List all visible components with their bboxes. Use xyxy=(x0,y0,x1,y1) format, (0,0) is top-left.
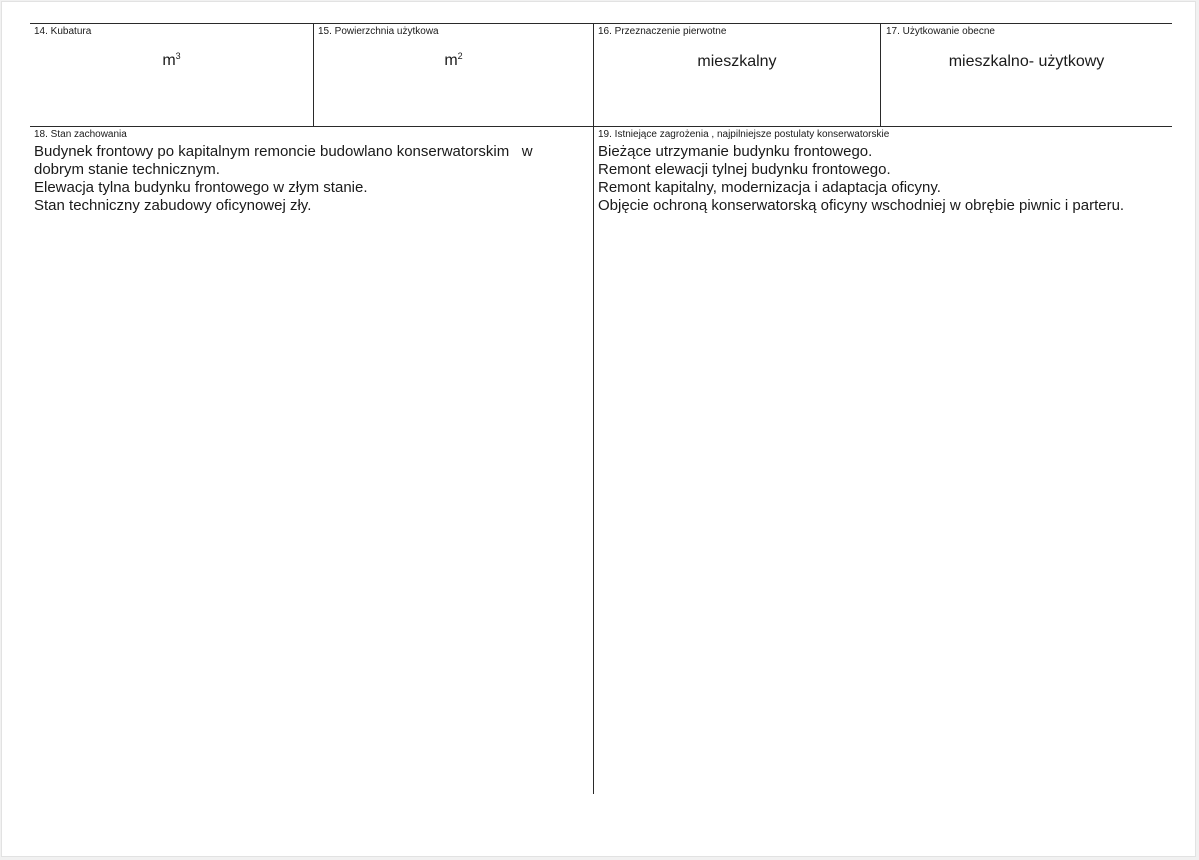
field-label-uzytkowanie: 17. Użytkowanie obecne xyxy=(886,26,995,37)
zagrozenia-line: Remont elewacji tylnej budynku frontowego. xyxy=(598,161,891,178)
stan-text xyxy=(34,143,533,215)
column-divider-2 xyxy=(593,23,594,794)
stan-line: dobrym stanie technicznym. xyxy=(34,161,220,178)
column-divider-3 xyxy=(880,23,881,127)
stan-line: Stan techniczny zabudowy oficynowej zły. xyxy=(34,197,312,214)
powierzchnia-unit xyxy=(314,52,593,70)
field-label-powierzchnia: 15. Powierzchnia użytkowa xyxy=(318,26,439,37)
stan-line: Budynek frontowy po kapitalnym remoncie budowlano konserwatorskim w xyxy=(34,143,533,160)
zagrozenia-line: Remont kapitalny, modernizacja i adaptacja oficyny. xyxy=(598,179,941,196)
top-border xyxy=(30,23,1172,24)
powierzchnia-unit-exponent: 2 xyxy=(457,51,463,61)
field-label-zagrozenia: 19. Istniejące zagrożenia , najpilniejsze postulaty konserwatorskie xyxy=(598,129,890,140)
field-label-kubatura: 14. Kubatura xyxy=(34,26,92,37)
uzytkowanie-value: mieszkalno- użytkowy xyxy=(948,53,1105,70)
kubatura-unit-base: m xyxy=(162,52,176,69)
column-divider-1 xyxy=(313,23,314,127)
field-label-stan: 18. Stan zachowania xyxy=(34,129,127,140)
kubatura-unit-exponent: 3 xyxy=(175,51,181,61)
kubatura-unit xyxy=(30,52,313,70)
zagrozenia-line: Bieżące utrzymanie budynku frontowego. xyxy=(598,143,873,160)
zagrozenia-text xyxy=(598,143,1124,215)
stan-line: Elewacja tylna budynku frontowego w złym stanie. xyxy=(34,179,368,196)
row-divider xyxy=(30,126,1172,127)
field-label-przeznaczenie: 16. Przeznaczenie pierwotne xyxy=(598,26,727,37)
powierzchnia-unit-base: m xyxy=(444,52,458,69)
zagrozenia-line: Objęcie ochroną konserwatorską oficyny wschodniej w obrębie piwnic i parteru. xyxy=(598,197,1125,214)
przeznaczenie-value: mieszkalny xyxy=(697,53,777,70)
